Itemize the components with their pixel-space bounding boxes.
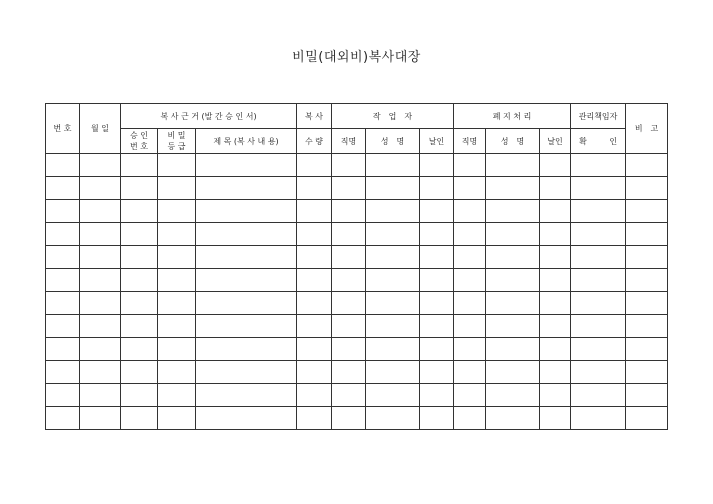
table-cell[interactable] [571,338,626,361]
table-cell[interactable] [540,292,571,315]
table-cell[interactable] [196,154,297,177]
table-cell[interactable] [121,269,158,292]
table-cell[interactable] [540,154,571,177]
table-cell[interactable] [486,384,540,407]
header-copy-basis: 복 사 근 거 (발 간 승 인 서) [121,104,297,129]
table-cell[interactable] [571,407,626,430]
table-cell[interactable] [332,384,366,407]
header-number: 번 호 [46,104,80,154]
table-cell[interactable] [46,246,80,269]
table-cell[interactable] [332,338,366,361]
table-cell[interactable] [366,154,420,177]
table-cell[interactable] [80,154,121,177]
table-cell[interactable] [420,246,454,269]
table-cell[interactable] [80,269,121,292]
header-copy-qty-bottom: 수 량 [297,129,332,154]
table-cell[interactable] [571,200,626,223]
table-cell[interactable] [366,315,420,338]
table-cell[interactable] [46,154,80,177]
table-cell[interactable] [366,246,420,269]
table-cell[interactable] [121,384,158,407]
table-cell[interactable] [486,269,540,292]
table-cell[interactable] [297,200,332,223]
table-cell[interactable] [297,269,332,292]
table-cell[interactable] [366,292,420,315]
table-row [46,223,668,246]
table-cell[interactable] [158,177,196,200]
table-cell[interactable] [540,177,571,200]
table-cell[interactable] [420,315,454,338]
table-row [46,200,668,223]
table-cell[interactable] [571,246,626,269]
table-cell[interactable] [626,200,668,223]
table-cell[interactable] [158,338,196,361]
table-cell[interactable] [46,407,80,430]
table-cell[interactable] [158,407,196,430]
table-cell[interactable] [420,384,454,407]
table-row [46,246,668,269]
table-cell[interactable] [297,154,332,177]
table-cell[interactable] [332,407,366,430]
table-cell[interactable] [626,315,668,338]
table-cell[interactable] [196,269,297,292]
table-cell[interactable] [486,246,540,269]
table-cell[interactable] [46,223,80,246]
header-worker-seal: 날인 [420,129,454,154]
table-cell[interactable] [158,384,196,407]
header-row-2 [46,129,668,154]
header-manager-top: 관리책임자 [571,104,626,129]
table-row [46,407,668,430]
table-cell[interactable] [80,315,121,338]
table-cell[interactable] [196,177,297,200]
table-row [46,154,668,177]
table-cell[interactable] [121,154,158,177]
header-disposal-position: 직명 [454,129,486,154]
table-cell[interactable] [158,361,196,384]
table-cell[interactable] [454,361,486,384]
table-cell[interactable] [196,384,297,407]
table-cell[interactable] [46,200,80,223]
table-cell[interactable] [626,292,668,315]
table-cell[interactable] [46,315,80,338]
table-cell[interactable] [571,154,626,177]
table-cell[interactable] [297,292,332,315]
page-title: 비밀(대외비)복사대장 [292,50,421,65]
table-cell[interactable] [196,315,297,338]
table-cell[interactable] [626,154,668,177]
table-cell[interactable] [571,269,626,292]
table-cell[interactable] [454,338,486,361]
table-cell[interactable] [121,361,158,384]
table-cell[interactable] [540,338,571,361]
table-cell[interactable] [332,269,366,292]
table-row [46,338,668,361]
table-cell[interactable] [366,338,420,361]
table-cell[interactable] [420,407,454,430]
table-cell[interactable] [196,338,297,361]
table-cell[interactable] [626,269,668,292]
table-cell[interactable] [454,223,486,246]
table-cell[interactable] [46,384,80,407]
table-cell[interactable] [196,407,297,430]
header-row-1 [46,104,668,129]
table-cell[interactable] [121,407,158,430]
table-cell[interactable] [158,292,196,315]
table-cell[interactable] [332,223,366,246]
table-cell[interactable] [297,223,332,246]
table-cell[interactable] [121,292,158,315]
table-cell[interactable] [158,223,196,246]
table-cell[interactable] [121,223,158,246]
copy-register-table [45,103,668,430]
table-cell[interactable] [196,246,297,269]
table-cell[interactable] [80,407,121,430]
table-cell[interactable] [297,361,332,384]
table-cell[interactable] [332,200,366,223]
table-cell[interactable] [332,315,366,338]
header-month-day: 월 일 [80,104,121,154]
table-cell[interactable] [540,200,571,223]
table-cell[interactable] [420,223,454,246]
table-cell[interactable] [332,154,366,177]
table-cell[interactable] [540,246,571,269]
table-row [46,177,668,200]
table-cell[interactable] [486,200,540,223]
table-cell[interactable] [196,200,297,223]
table-cell[interactable] [158,200,196,223]
header-worker-position: 직명 [332,129,366,154]
table-cell[interactable] [46,269,80,292]
header-worker-name: 성 명 [366,129,420,154]
table-cell[interactable] [420,269,454,292]
table-cell[interactable] [454,200,486,223]
table-cell[interactable] [46,177,80,200]
table-cell[interactable] [158,154,196,177]
table-cell[interactable] [571,177,626,200]
header-approval-number: 승 인 번 호 [121,129,158,154]
table-cell[interactable] [571,292,626,315]
table-cell[interactable] [420,200,454,223]
header-manager-confirm: 확 인 [571,129,626,154]
table-cell[interactable] [486,407,540,430]
table-cell[interactable] [571,223,626,246]
table-cell[interactable] [420,177,454,200]
table-cell[interactable] [332,246,366,269]
table-cell[interactable] [80,200,121,223]
table-cell[interactable] [626,338,668,361]
table-cell[interactable] [297,315,332,338]
table-cell[interactable] [121,338,158,361]
table-cell[interactable] [540,361,571,384]
table-cell[interactable] [486,338,540,361]
table-cell[interactable] [46,338,80,361]
table-cell[interactable] [540,223,571,246]
header-disposal-name: 성 명 [486,129,540,154]
table-cell[interactable] [486,223,540,246]
table-cell[interactable] [121,246,158,269]
header-secret-grade: 비 밀 등 급 [158,129,196,154]
table-cell[interactable] [366,223,420,246]
table-cell[interactable] [158,315,196,338]
table-cell[interactable] [332,361,366,384]
table-row [46,269,668,292]
table-cell[interactable] [297,384,332,407]
table-cell[interactable] [366,384,420,407]
table-cell[interactable] [80,177,121,200]
table-cell[interactable] [80,384,121,407]
table-cell[interactable] [158,269,196,292]
table-cell[interactable] [571,361,626,384]
table-cell[interactable] [626,361,668,384]
table-cell[interactable] [486,315,540,338]
table-cell[interactable] [540,384,571,407]
table-cell[interactable] [626,407,668,430]
table-cell[interactable] [80,292,121,315]
table-cell[interactable] [626,246,668,269]
table-cell[interactable] [420,361,454,384]
table-cell[interactable] [420,154,454,177]
header-copy-qty-top: 복 사 [297,104,332,129]
table-cell[interactable] [454,407,486,430]
table-cell[interactable] [196,361,297,384]
table-cell[interactable] [626,223,668,246]
table-cell[interactable] [454,292,486,315]
table-cell[interactable] [332,177,366,200]
table-cell[interactable] [121,200,158,223]
table-cell[interactable] [454,177,486,200]
table-row [46,361,668,384]
header-worker: 작 업 자 [332,104,454,129]
table-cell[interactable] [297,177,332,200]
table-cell[interactable] [366,407,420,430]
table-cell[interactable] [454,246,486,269]
table-cell[interactable] [454,154,486,177]
header-remarks: 비 고 [626,104,668,154]
table-cell[interactable] [366,361,420,384]
table-cell[interactable] [540,315,571,338]
table-cell[interactable] [366,269,420,292]
header-subject: 제 목 (복 사 내 용) [196,129,297,154]
table-cell[interactable] [121,315,158,338]
table-cell[interactable] [366,177,420,200]
table-cell[interactable] [420,338,454,361]
table-cell[interactable] [46,361,80,384]
table-cell[interactable] [46,292,80,315]
table-cell[interactable] [80,223,121,246]
table-cell[interactable] [80,338,121,361]
table-cell[interactable] [332,292,366,315]
table-cell[interactable] [486,292,540,315]
table-cell[interactable] [571,315,626,338]
table-cell[interactable] [158,246,196,269]
table-cell[interactable] [297,338,332,361]
table-cell[interactable] [196,223,297,246]
table-cell[interactable] [420,292,454,315]
header-disposal-seal: 날인 [540,129,571,154]
table-row [46,292,668,315]
table-cell[interactable] [486,361,540,384]
table-cell[interactable] [571,384,626,407]
table-cell[interactable] [486,154,540,177]
table-cell[interactable] [366,200,420,223]
table-cell[interactable] [196,292,297,315]
table-cell[interactable] [626,384,668,407]
table-cell[interactable] [297,246,332,269]
table-cell[interactable] [121,177,158,200]
table-row [46,384,668,407]
table-cell[interactable] [297,407,332,430]
table-cell[interactable] [540,269,571,292]
table-cell[interactable] [486,177,540,200]
table-row [46,315,668,338]
table-cell[interactable] [454,384,486,407]
table-cell[interactable] [626,177,668,200]
table-cell[interactable] [454,269,486,292]
table-cell[interactable] [540,407,571,430]
header-disposal: 폐 지 처 리 [454,104,571,129]
table-cell[interactable] [454,315,486,338]
table-cell[interactable] [80,361,121,384]
table-cell[interactable] [80,246,121,269]
